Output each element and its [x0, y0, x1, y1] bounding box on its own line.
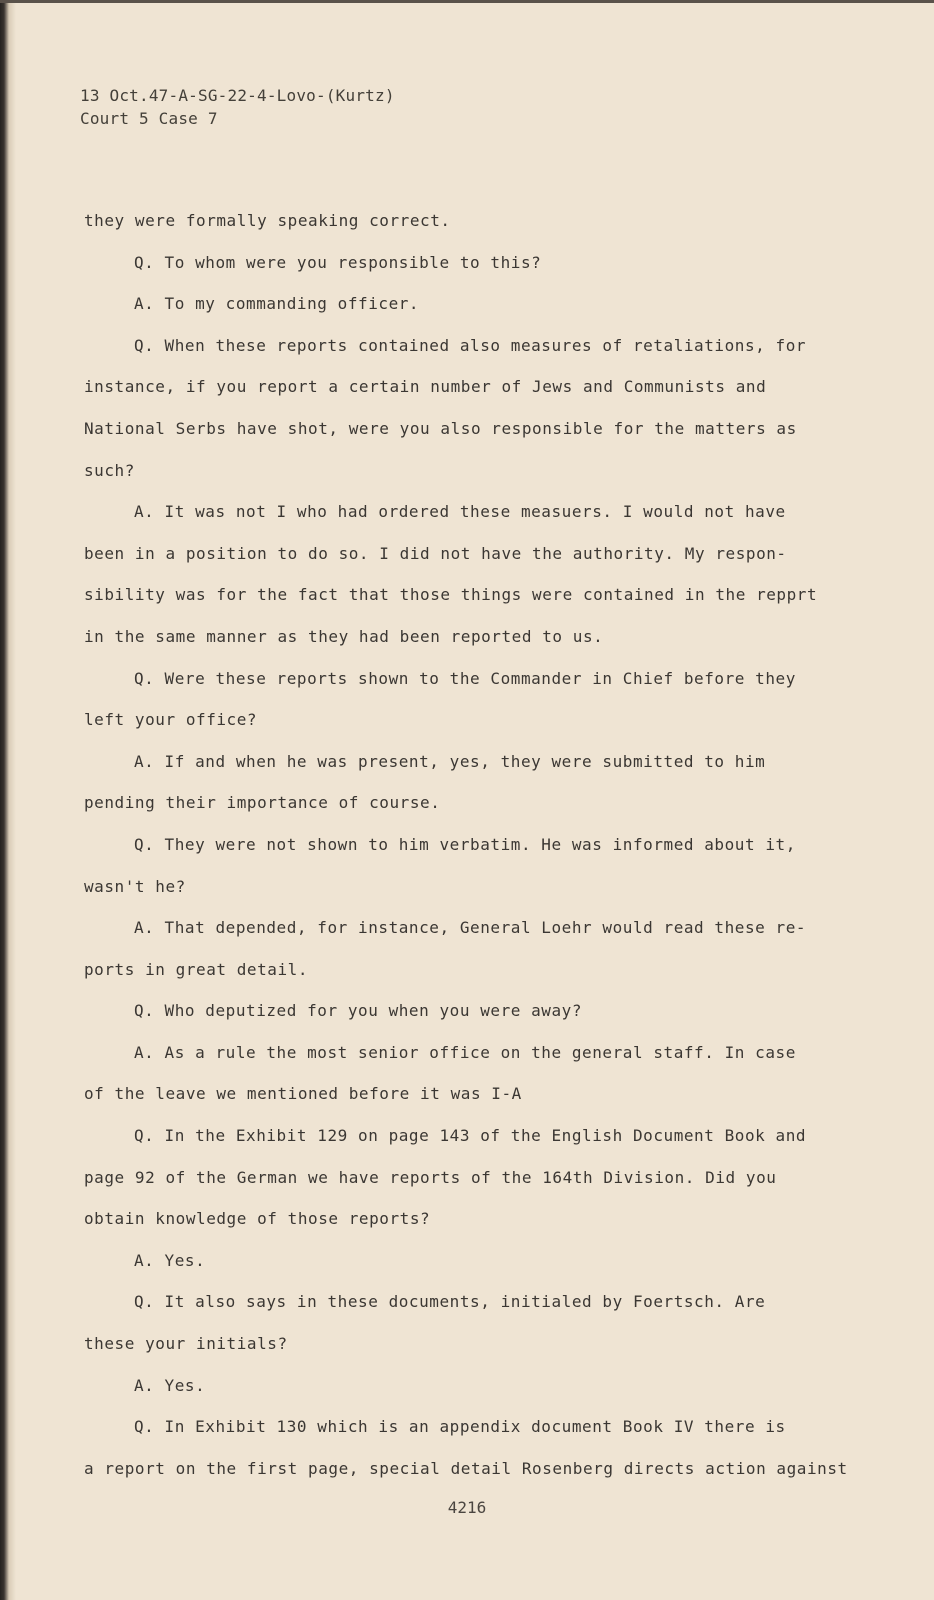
transcript-line: A. That depended, for instance, General Loehr would read these re- [134, 918, 807, 938]
transcript-line: A. It was not I who had ordered these measuers. I would not have [134, 502, 786, 522]
header-reference: 13 Oct.47-A-SG-22-4-Lovo-(Kurtz) [80, 86, 395, 105]
transcript-line: obtain knowledge of those reports? [84, 1209, 431, 1229]
transcript-body [84, 200, 874, 1489]
transcript-line: a report on the first page, special detail Rosenberg directs action against [84, 1458, 848, 1478]
header-court-case: Court 5 Case 7 [80, 109, 218, 128]
transcript-line: Q. It also says in these documents, initialed by Foertsch. Are [134, 1292, 766, 1312]
transcript-line: ports in great detail. [84, 959, 309, 979]
transcript-line: of the leave we mentioned before it was I-A [84, 1084, 522, 1104]
transcript-line: Q. They were not shown to him verbatim. He was informed about it, [134, 834, 796, 854]
transcript-line: A. Yes. [134, 1250, 206, 1270]
transcript-line: instance, if you report a certain number of Jews and Communists and [84, 377, 767, 397]
transcript-line: A. If and when he was present, yes, they were submitted to him [134, 751, 766, 771]
transcript-line: National Serbs have shot, were you also responsible for the matters as [84, 418, 797, 438]
transcript-line: page 92 of the German we have reports of the 164th Division. Did you [84, 1167, 777, 1187]
transcript-line: wasn't he? [84, 876, 186, 896]
transcript-line: these your initials? [84, 1334, 288, 1354]
transcript-line: Q. To whom were you responsible to this? [134, 252, 542, 272]
transcript-line: A. As a rule the most senior office on the general staff. In case [134, 1042, 796, 1062]
transcript-line: Q. Were these reports shown to the Commander in Chief before they [134, 668, 796, 688]
transcript-line: A. To my commanding officer. [134, 294, 420, 314]
transcript-line: Q. In Exhibit 130 which is an appendix document Book IV there is [134, 1417, 786, 1437]
transcript-line: left your office? [84, 710, 258, 730]
document-header [80, 84, 395, 130]
transcript-line: Q. When these reports contained also measures of retaliations, for [134, 335, 807, 355]
transcript-line: they were formally speaking correct. [84, 211, 451, 230]
transcript-line: Q. Who deputized for you when you were away? [134, 1001, 583, 1021]
transcript-line: been in a position to do so. I did not have the authority. My respon- [84, 543, 787, 563]
transcript-line: Q. In the Exhibit 129 on page 143 of the English Document Book and [134, 1126, 807, 1146]
page-number: 4216 [447, 1498, 487, 1517]
transcript-line: A. Yes. [134, 1375, 206, 1395]
transcript-line: such? [84, 460, 135, 480]
transcript-line: pending their importance of course. [84, 793, 441, 813]
transcript-line: sibility was for the fact that those things were contained in the repprt [84, 585, 818, 605]
transcript-line: in the same manner as they had been reported to us. [84, 626, 604, 646]
